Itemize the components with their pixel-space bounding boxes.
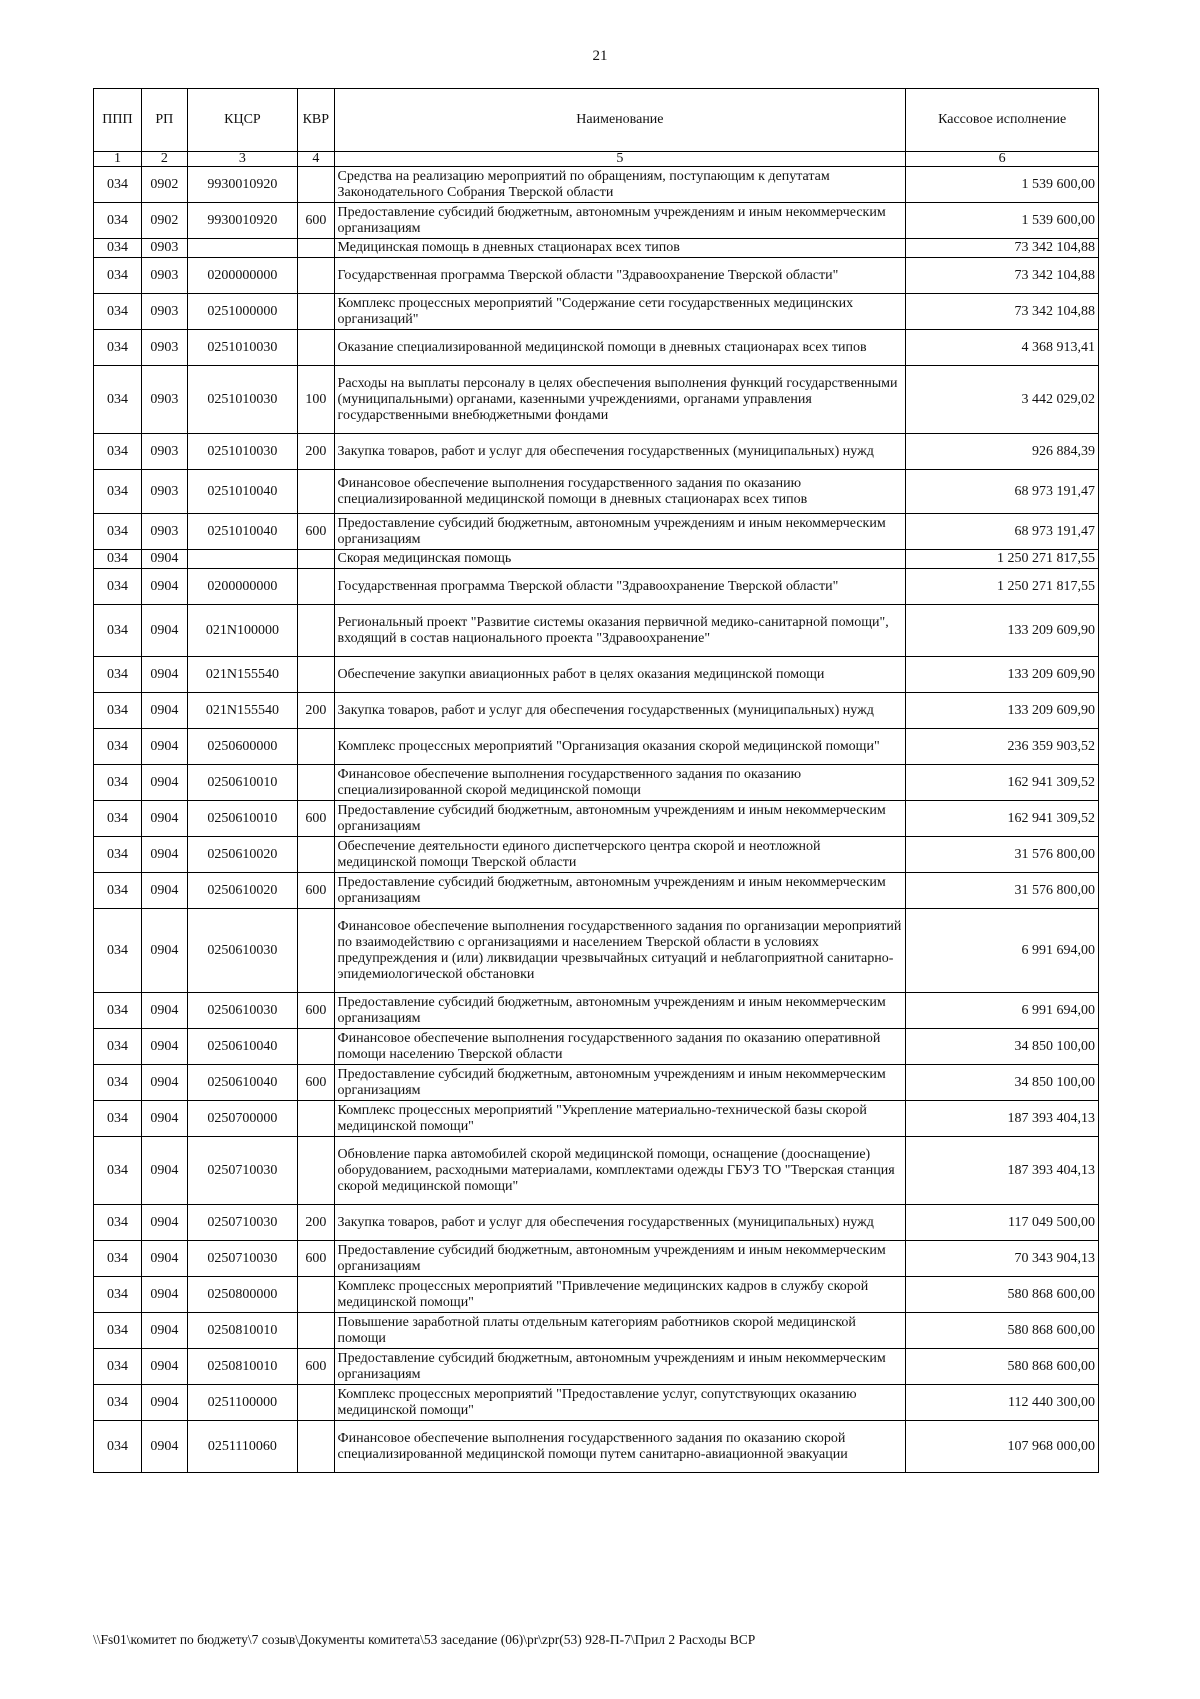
cell-rp: 0903 xyxy=(141,258,187,294)
cell-ppp: 034 xyxy=(94,1241,142,1277)
cell-kvr xyxy=(298,729,334,765)
cell-kcsr: 0250610040 xyxy=(187,1029,297,1065)
cell-rp: 0904 xyxy=(141,1349,187,1385)
cell-amount: 73 342 104,88 xyxy=(906,258,1099,294)
cell-kcsr: 0250710030 xyxy=(187,1241,297,1277)
cell-name: Комплекс процессных мероприятий "Организация оказания скорой медицинской помощи" xyxy=(334,729,906,765)
cell-ppp: 034 xyxy=(94,1313,142,1349)
cell-rp: 0903 xyxy=(141,294,187,330)
table-row xyxy=(94,801,1099,837)
cell-ppp: 034 xyxy=(94,569,142,605)
footer-file-path: \\Fs01\комитет по бюджету\7 созыв\Документы комитета\53 заседание (06)\pr\zpr(53) 928-П-7\Прил 2 Расходы ВСР xyxy=(93,1632,756,1647)
cell-ppp: 034 xyxy=(94,167,142,203)
cell-ppp: 034 xyxy=(94,550,142,569)
cell-kcsr: 0250610020 xyxy=(187,873,297,909)
cell-amount: 1 250 271 817,55 xyxy=(906,569,1099,605)
table-row xyxy=(94,258,1099,294)
cell-name: Финансовое обеспечение выполнения государственного задания по оказанию оперативной помощи населению Тверской области xyxy=(334,1029,906,1065)
cell-kvr xyxy=(298,1421,334,1473)
cell-rp: 0904 xyxy=(141,1065,187,1101)
cell-name: Комплекс процессных мероприятий "Предоставление услуг, сопутствующих оказанию медицинской помощи" xyxy=(334,1385,906,1421)
table-row xyxy=(94,366,1099,434)
cell-kcsr: 0251100000 xyxy=(187,1385,297,1421)
cell-kcsr: 021N100000 xyxy=(187,605,297,657)
cell-rp: 0904 xyxy=(141,693,187,729)
cell-name: Обеспечение закупки авиационных работ в целях оказания медицинской помощи xyxy=(334,657,906,693)
cell-kcsr: 0250610030 xyxy=(187,993,297,1029)
column-number: 5 xyxy=(334,152,906,167)
cell-ppp: 034 xyxy=(94,470,142,514)
column-number: 4 xyxy=(298,152,334,167)
cell-kcsr: 0250800000 xyxy=(187,1277,297,1313)
cell-name: Предоставление субсидий бюджетным, автономным учреждениям и иным некоммерческим организациям xyxy=(334,873,906,909)
cell-rp: 0902 xyxy=(141,203,187,239)
cell-amount: 73 342 104,88 xyxy=(906,239,1099,258)
cell-name: Обновление парка автомобилей скорой медицинской помощи, оснащение (дооснащение) оборудованием, расходными материалами, комплектами одежды ГБУЗ ТО "Тверская станция скорой медицинской помощи" xyxy=(334,1137,906,1205)
cell-kcsr: 0250610010 xyxy=(187,801,297,837)
cell-amount: 68 973 191,47 xyxy=(906,470,1099,514)
cell-kcsr: 0200000000 xyxy=(187,569,297,605)
cell-kcsr: 0251010040 xyxy=(187,514,297,550)
cell-amount: 34 850 100,00 xyxy=(906,1065,1099,1101)
table-row xyxy=(94,1205,1099,1241)
column-number: 3 xyxy=(187,152,297,167)
cell-kcsr: 0250610010 xyxy=(187,765,297,801)
table-row xyxy=(94,993,1099,1029)
cell-ppp: 034 xyxy=(94,605,142,657)
table-row xyxy=(94,1065,1099,1101)
cell-kcsr: 0251010030 xyxy=(187,434,297,470)
cell-kcsr: 0250610040 xyxy=(187,1065,297,1101)
table-row xyxy=(94,294,1099,330)
cell-rp: 0904 xyxy=(141,1241,187,1277)
cell-name: Предоставление субсидий бюджетным, автономным учреждениям и иным некоммерческим организациям xyxy=(334,1241,906,1277)
table-row xyxy=(94,693,1099,729)
table-row xyxy=(94,873,1099,909)
cell-rp: 0904 xyxy=(141,605,187,657)
cell-ppp: 034 xyxy=(94,1065,142,1101)
cell-kvr xyxy=(298,1277,334,1313)
cell-amount: 31 576 800,00 xyxy=(906,873,1099,909)
cell-ppp: 034 xyxy=(94,657,142,693)
cell-ppp: 034 xyxy=(94,1421,142,1473)
cell-kvr xyxy=(298,1137,334,1205)
cell-kcsr: 0200000000 xyxy=(187,258,297,294)
cell-rp: 0903 xyxy=(141,366,187,434)
cell-rp: 0904 xyxy=(141,1421,187,1473)
cell-kcsr: 9930010920 xyxy=(187,167,297,203)
cell-kcsr: 0250810010 xyxy=(187,1349,297,1385)
header-kcsr: КЦСР xyxy=(187,89,297,152)
cell-amount: 580 868 600,00 xyxy=(906,1349,1099,1385)
cell-kvr xyxy=(298,569,334,605)
header-ppp: ППП xyxy=(94,89,142,152)
cell-name: Повышение заработной платы отдельным категориям работников скорой медицинской помощи xyxy=(334,1313,906,1349)
cell-kvr: 600 xyxy=(298,993,334,1029)
cell-name: Государственная программа Тверской области "Здравоохранение Тверской области" xyxy=(334,569,906,605)
cell-kcsr xyxy=(187,550,297,569)
budget-table xyxy=(93,88,1099,1473)
cell-amount: 926 884,39 xyxy=(906,434,1099,470)
cell-kvr xyxy=(298,837,334,873)
table-row xyxy=(94,605,1099,657)
cell-kvr xyxy=(298,167,334,203)
table-row xyxy=(94,1137,1099,1205)
cell-kcsr: 0251000000 xyxy=(187,294,297,330)
cell-ppp: 034 xyxy=(94,801,142,837)
cell-kvr: 600 xyxy=(298,1349,334,1385)
cell-name: Комплекс процессных мероприятий "Укрепление материально-технической базы скорой медицинской помощи" xyxy=(334,1101,906,1137)
cell-ppp: 034 xyxy=(94,909,142,993)
cell-name: Средства на реализацию мероприятий по обращениям, поступающим к депутатам Законодательного Собрания Тверской области xyxy=(334,167,906,203)
cell-rp: 0903 xyxy=(141,470,187,514)
cell-kcsr: 0250710030 xyxy=(187,1137,297,1205)
cell-rp: 0904 xyxy=(141,550,187,569)
cell-name: Предоставление субсидий бюджетным, автономным учреждениям и иным некоммерческим организациям xyxy=(334,514,906,550)
table-row xyxy=(94,1421,1099,1473)
cell-name: Закупка товаров, работ и услуг для обеспечения государственных (муниципальных) нужд xyxy=(334,1205,906,1241)
table-row xyxy=(94,657,1099,693)
cell-amount: 1 539 600,00 xyxy=(906,167,1099,203)
cell-kcsr: 0250710030 xyxy=(187,1205,297,1241)
cell-kcsr: 0250610020 xyxy=(187,837,297,873)
cell-amount: 236 359 903,52 xyxy=(906,729,1099,765)
cell-amount: 34 850 100,00 xyxy=(906,1029,1099,1065)
column-number: 6 xyxy=(906,152,1099,167)
cell-amount: 68 973 191,47 xyxy=(906,514,1099,550)
table-row xyxy=(94,434,1099,470)
table-row xyxy=(94,1313,1099,1349)
table-row xyxy=(94,550,1099,569)
cell-amount: 107 968 000,00 xyxy=(906,1421,1099,1473)
cell-kvr: 200 xyxy=(298,1205,334,1241)
cell-name: Финансовое обеспечение выполнения государственного задания по организации мероприятий по взаимодействию с организациями и населением Тверской области в условиях предупреждения и (или) ликвидации чрезвычайных ситуаций и неблагоприятной санитарно-эпидемиологической обстановки xyxy=(334,909,906,993)
header-rp: РП xyxy=(141,89,187,152)
cell-name: Предоставление субсидий бюджетным, автономным учреждениям и иным некоммерческим организациям xyxy=(334,801,906,837)
cell-kvr: 600 xyxy=(298,1065,334,1101)
table-row xyxy=(94,837,1099,873)
cell-kvr: 200 xyxy=(298,434,334,470)
header-row xyxy=(94,89,1099,152)
cell-amount: 1 250 271 817,55 xyxy=(906,550,1099,569)
cell-name: Финансовое обеспечение выполнения государственного задания по оказанию скорой специализированной медицинской помощи путем санитарно-авиационной эвакуации xyxy=(334,1421,906,1473)
cell-ppp: 034 xyxy=(94,1029,142,1065)
cell-amount: 187 393 404,13 xyxy=(906,1137,1099,1205)
cell-kvr: 600 xyxy=(298,514,334,550)
cell-kvr xyxy=(298,657,334,693)
cell-ppp: 034 xyxy=(94,258,142,294)
table-row xyxy=(94,569,1099,605)
table-row xyxy=(94,514,1099,550)
cell-kcsr: 021N155540 xyxy=(187,657,297,693)
table-row xyxy=(94,1241,1099,1277)
cell-kcsr: 0250700000 xyxy=(187,1101,297,1137)
cell-rp: 0904 xyxy=(141,1137,187,1205)
cell-rp: 0904 xyxy=(141,657,187,693)
cell-ppp: 034 xyxy=(94,1101,142,1137)
cell-ppp: 034 xyxy=(94,514,142,550)
cell-kvr xyxy=(298,1313,334,1349)
table-row xyxy=(94,239,1099,258)
cell-amount: 73 342 104,88 xyxy=(906,294,1099,330)
cell-kcsr: 9930010920 xyxy=(187,203,297,239)
cell-amount: 117 049 500,00 xyxy=(906,1205,1099,1241)
cell-rp: 0904 xyxy=(141,1205,187,1241)
table-row xyxy=(94,330,1099,366)
cell-rp: 0904 xyxy=(141,1385,187,1421)
cell-ppp: 034 xyxy=(94,366,142,434)
table-row xyxy=(94,1277,1099,1313)
table-row xyxy=(94,909,1099,993)
cell-ppp: 034 xyxy=(94,837,142,873)
cell-amount: 6 991 694,00 xyxy=(906,909,1099,993)
cell-name: Закупка товаров, работ и услуг для обеспечения государственных (муниципальных) нужд xyxy=(334,434,906,470)
cell-kcsr xyxy=(187,239,297,258)
cell-rp: 0903 xyxy=(141,239,187,258)
column-number: 2 xyxy=(141,152,187,167)
table-row xyxy=(94,1385,1099,1421)
cell-ppp: 034 xyxy=(94,330,142,366)
cell-name: Комплекс процессных мероприятий "Содержание сети государственных медицинских организаций" xyxy=(334,294,906,330)
cell-rp: 0904 xyxy=(141,765,187,801)
cell-rp: 0904 xyxy=(141,1277,187,1313)
column-number-row xyxy=(94,152,1099,167)
cell-ppp: 034 xyxy=(94,1385,142,1421)
cell-kvr xyxy=(298,550,334,569)
cell-kvr: 600 xyxy=(298,873,334,909)
cell-name: Предоставление субсидий бюджетным, автономным учреждениям и иным некоммерческим организациям xyxy=(334,1065,906,1101)
cell-kvr xyxy=(298,330,334,366)
cell-name: Оказание специализированной медицинской помощи в дневных стационарах всех типов xyxy=(334,330,906,366)
cell-ppp: 034 xyxy=(94,1205,142,1241)
header-name: Наименование xyxy=(334,89,906,152)
cell-ppp: 034 xyxy=(94,765,142,801)
cell-amount: 133 209 609,90 xyxy=(906,605,1099,657)
cell-rp: 0904 xyxy=(141,993,187,1029)
cell-ppp: 034 xyxy=(94,729,142,765)
cell-name: Медицинская помощь в дневных стационарах всех типов xyxy=(334,239,906,258)
cell-ppp: 034 xyxy=(94,203,142,239)
cell-kcsr: 0251010040 xyxy=(187,470,297,514)
cell-name: Предоставление субсидий бюджетным, автономным учреждениям и иным некоммерческим организациям xyxy=(334,203,906,239)
cell-name: Государственная программа Тверской области "Здравоохранение Тверской области" xyxy=(334,258,906,294)
cell-amount: 1 539 600,00 xyxy=(906,203,1099,239)
cell-amount: 187 393 404,13 xyxy=(906,1101,1099,1137)
cell-amount: 580 868 600,00 xyxy=(906,1277,1099,1313)
cell-rp: 0904 xyxy=(141,837,187,873)
table-row xyxy=(94,729,1099,765)
table-row xyxy=(94,167,1099,203)
cell-kvr: 200 xyxy=(298,693,334,729)
cell-kvr xyxy=(298,239,334,258)
cell-rp: 0903 xyxy=(141,514,187,550)
table-row xyxy=(94,470,1099,514)
cell-kvr xyxy=(298,909,334,993)
cell-kvr xyxy=(298,605,334,657)
table-row xyxy=(94,765,1099,801)
cell-amount: 162 941 309,52 xyxy=(906,801,1099,837)
cell-rp: 0904 xyxy=(141,569,187,605)
cell-amount: 4 368 913,41 xyxy=(906,330,1099,366)
cell-name: Обеспечение деятельности единого диспетчерского центра скорой и неотложной медицинской помощи Тверской области xyxy=(334,837,906,873)
cell-rp: 0903 xyxy=(141,434,187,470)
cell-kcsr: 021N155540 xyxy=(187,693,297,729)
cell-amount: 3 442 029,02 xyxy=(906,366,1099,434)
cell-name: Расходы на выплаты персоналу в целях обеспечения выполнения функций государственными (муниципальными) органами, казенными учреждениями, органами управления государственными внебюджетными фондами xyxy=(334,366,906,434)
cell-kcsr: 0251010030 xyxy=(187,330,297,366)
table-row xyxy=(94,203,1099,239)
cell-ppp: 034 xyxy=(94,1277,142,1313)
cell-amount: 70 343 904,13 xyxy=(906,1241,1099,1277)
cell-kcsr: 0250610030 xyxy=(187,909,297,993)
cell-rp: 0904 xyxy=(141,1029,187,1065)
cell-name: Скорая медицинская помощь xyxy=(334,550,906,569)
cell-name: Предоставление субсидий бюджетным, автономным учреждениям и иным некоммерческим организациям xyxy=(334,1349,906,1385)
cell-rp: 0902 xyxy=(141,167,187,203)
cell-ppp: 034 xyxy=(94,1349,142,1385)
cell-name: Закупка товаров, работ и услуг для обеспечения государственных (муниципальных) нужд xyxy=(334,693,906,729)
cell-kvr xyxy=(298,470,334,514)
table-body xyxy=(94,167,1099,1473)
cell-kcsr: 0251010030 xyxy=(187,366,297,434)
cell-amount: 6 991 694,00 xyxy=(906,993,1099,1029)
cell-kvr: 600 xyxy=(298,1241,334,1277)
cell-kcsr: 0251110060 xyxy=(187,1421,297,1473)
cell-kvr xyxy=(298,258,334,294)
cell-ppp: 034 xyxy=(94,294,142,330)
cell-rp: 0904 xyxy=(141,729,187,765)
cell-amount: 133 209 609,90 xyxy=(906,693,1099,729)
cell-kvr xyxy=(298,294,334,330)
cell-name: Региональный проект "Развитие системы оказания первичной медико-санитарной помощи", входящий в состав национального проекта "Здравоохранение" xyxy=(334,605,906,657)
cell-rp: 0904 xyxy=(141,909,187,993)
cell-ppp: 034 xyxy=(94,434,142,470)
column-number: 1 xyxy=(94,152,142,167)
cell-kvr xyxy=(298,1029,334,1065)
cell-amount: 580 868 600,00 xyxy=(906,1313,1099,1349)
cell-ppp: 034 xyxy=(94,1137,142,1205)
cell-amount: 162 941 309,52 xyxy=(906,765,1099,801)
cell-rp: 0904 xyxy=(141,1101,187,1137)
cell-name: Финансовое обеспечение выполнения государственного задания по оказанию специализированной скорой медицинской помощи xyxy=(334,765,906,801)
cell-kvr: 100 xyxy=(298,366,334,434)
cell-amount: 112 440 300,00 xyxy=(906,1385,1099,1421)
cell-kvr: 600 xyxy=(298,801,334,837)
table-row xyxy=(94,1029,1099,1065)
table-row xyxy=(94,1101,1099,1137)
cell-name: Финансовое обеспечение выполнения государственного задания по оказанию специализированной медицинской помощи в дневных стационарах всех типов xyxy=(334,470,906,514)
cell-rp: 0903 xyxy=(141,330,187,366)
cell-kvr xyxy=(298,765,334,801)
cell-name: Комплекс процессных мероприятий "Привлечение медицинских кадров в службу скорой медицинской помощи" xyxy=(334,1277,906,1313)
cell-kvr xyxy=(298,1101,334,1137)
header-kvr: КВР xyxy=(298,89,334,152)
cell-kvr: 600 xyxy=(298,203,334,239)
cell-ppp: 034 xyxy=(94,693,142,729)
header-amount: Кассовое исполнение xyxy=(906,89,1099,152)
cell-ppp: 034 xyxy=(94,873,142,909)
cell-kcsr: 0250810010 xyxy=(187,1313,297,1349)
cell-kvr xyxy=(298,1385,334,1421)
cell-rp: 0904 xyxy=(141,801,187,837)
cell-kcsr: 0250600000 xyxy=(187,729,297,765)
cell-name: Предоставление субсидий бюджетным, автономным учреждениям и иным некоммерческим организациям xyxy=(334,993,906,1029)
cell-amount: 31 576 800,00 xyxy=(906,837,1099,873)
page-number: 21 xyxy=(592,48,608,64)
cell-ppp: 034 xyxy=(94,239,142,258)
cell-amount: 133 209 609,90 xyxy=(906,657,1099,693)
cell-ppp: 034 xyxy=(94,993,142,1029)
table-row xyxy=(94,1349,1099,1385)
cell-rp: 0904 xyxy=(141,873,187,909)
cell-rp: 0904 xyxy=(141,1313,187,1349)
